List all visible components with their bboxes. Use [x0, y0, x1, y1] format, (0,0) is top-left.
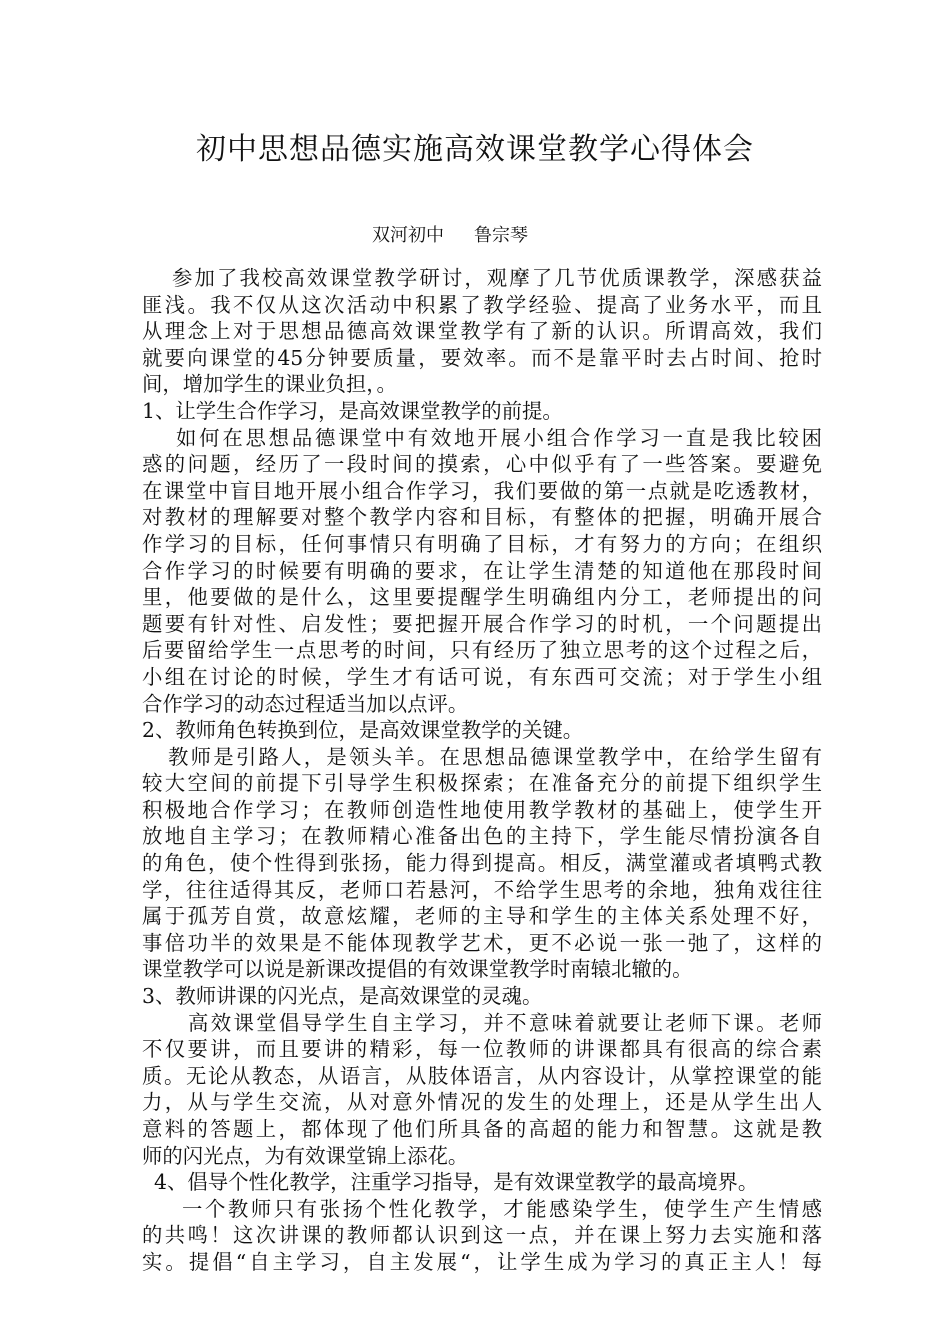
body-line: 题要有针对性、启发性；要把握开展合作学习的时机，一个问题提出	[142, 611, 822, 636]
body-line: 教师是引路人，是领头羊。在思想品德课堂教学中，在给学生留有	[168, 744, 822, 769]
body-line: 一个教师只有张扬个性化教学，才能感染学生，使学生产生情感	[182, 1196, 822, 1221]
body-line: 意料的答题上，都体现了他们所具备的高超的能力和智慧。这就是教	[142, 1117, 822, 1141]
body-line: 间，增加学生的课业负担，。	[142, 372, 397, 397]
document-body	[142, 265, 822, 1276]
body-line: 质。无论从教态，从语言，从肢体语言，从内容设计，从掌控课堂的能	[142, 1063, 822, 1088]
body-line: 课堂教学可以说是新课改提倡的有效课堂教学时南辕北辙的。	[142, 957, 693, 982]
body-line: 参加了我校高效课堂教学研讨，观摩了几节优质课教学，深感获益	[172, 266, 822, 290]
body-line: 学，往往适得其反，老师口若悬河，不给学生思考的余地，独角戏往往	[142, 877, 822, 902]
body-line: 匪浅。我不仅从这次活动中积累了教学经验、提高了业务水平，而且	[142, 292, 822, 317]
body-line: 1、让学生合作学习，是高效课堂教学的前提。	[142, 398, 563, 423]
body-line: 就要向课堂的45分钟要质量，要效率。而不是靠平时去占时间、抢时	[142, 345, 822, 370]
body-line: 里，他要做的是什么，这里要提醒学生明确组内分工，老师提出的问	[142, 585, 822, 610]
body-line: 不仅要讲，而且要讲的精彩，每一位教师的讲课都具有很高的综合素	[142, 1037, 822, 1062]
body-line: 如何在思想品德课堂中有效地开展小组合作学习一直是我比较困	[176, 425, 822, 450]
document-title: 初中思想品德实施高效课堂教学心得体会	[196, 132, 754, 167]
body-line: 较大空间的前提下引导学生积极探索；在准备充分的前提下组织学生	[142, 771, 822, 796]
body-line: 从理念上对于思想品德高效课堂教学有了新的认识。所谓高效，我们	[142, 319, 822, 344]
author-school: 双河初中	[372, 225, 444, 246]
body-line: 3、教师讲课的闪光点，是高效课堂的灵魂。	[142, 984, 543, 1009]
body-line: 小组在讨论的时候，学生才有话可说，有东西可交流；对于学生小组	[142, 664, 822, 689]
body-line: 在课堂中盲目地开展小组合作学习，我们要做的第一点就是吃透教材，	[142, 478, 822, 503]
body-line: 师的闪光点，为有效课堂锦上添花。	[142, 1143, 469, 1168]
body-line: 2、教师角色转换到位，是高效课堂教学的关键。	[142, 718, 584, 743]
body-line: 对教材的理解要对整个教学内容和目标，有整体的把握，明确开展合	[142, 505, 822, 530]
body-line: 事倍功半的效果是不能体现教学艺术，更不必说一张一弛了，这样的	[142, 930, 822, 955]
body-line: 实。提倡“自主学习，自主发展“，让学生成为学习的真正主人！每	[142, 1249, 822, 1274]
body-line: 惑的问题，经历了一段时间的摸索，心中似乎有了一些答案。要避免	[142, 452, 822, 477]
body-line: 的共鸣！这次讲课的教师都认识到这一点，并在课上努力去实施和落	[142, 1223, 822, 1248]
body-line: 放地自主学习；在教师精心准备出色的主持下，学生能尽情扮演各自	[142, 824, 822, 849]
body-line: 的角色，使个性得到张扬，能力得到提高。相反，满堂灌或者填鸭式教	[142, 851, 822, 876]
body-line: 积极地合作学习；在教师创造性地使用教学教材的基础上，使学生开	[142, 797, 822, 822]
body-line: 合作学习的时候要有明确的要求，在让学生清楚的知道他在那段时间	[142, 558, 822, 583]
body-line: 后要留给学生一点思考的时间，只有经历了独立思考的这个过程之后，	[142, 638, 822, 663]
author-line	[372, 223, 528, 249]
body-line: 属于孤芳自赏，故意炫耀，老师的主导和学生的主体关系处理不好，	[142, 904, 822, 929]
body-line: 合作学习的动态过程适当加以点评。	[142, 691, 469, 716]
body-line: 高效课堂倡导学生自主学习，并不意味着就要让老师下课。老师	[188, 1010, 822, 1035]
body-line: 力，从与学生交流，从对意外情况的发生的处理上，还是从学生出人	[142, 1090, 822, 1115]
author-name: 鲁宗琴	[474, 225, 528, 246]
body-line: 4、倡导个性化教学，注重学习指导，是有效课堂教学的最高境界。	[154, 1170, 759, 1195]
body-line: 作学习的目标，任何事情只有明确了目标，才有努力的方向；在组织	[142, 531, 822, 556]
